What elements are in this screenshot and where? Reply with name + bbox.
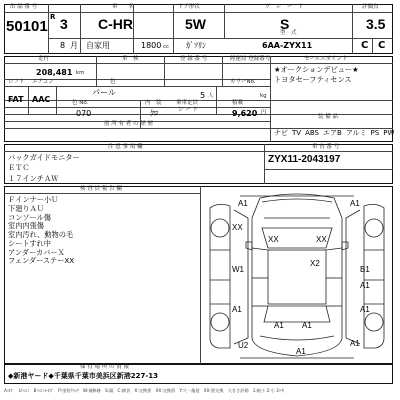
ac-label: エアコン: [32, 79, 54, 85]
notes-list: [8, 153, 80, 184]
notes-label: 注 意 事 項 欄: [108, 144, 143, 150]
registration-label: 登 録 番 号: [180, 56, 208, 62]
seat-label: シ ー ト: [178, 107, 198, 113]
inspector-line: 室内内張傷: [8, 221, 44, 231]
capacity-unit: 人: [208, 93, 214, 99]
equipment-item: ABS: [305, 129, 319, 137]
inspector-line: アンダーカバーＸ: [8, 247, 65, 257]
inspector-line: フェンダーステーXX: [8, 256, 75, 266]
aircon: AAC: [32, 95, 51, 104]
equipment-item: TV: [292, 129, 302, 137]
score-value: 3.5: [366, 16, 386, 32]
car-damage-diagram: [202, 188, 392, 362]
rear-window: [264, 306, 330, 322]
lot-number: 50101: [6, 18, 48, 35]
mileage-unit: km: [76, 70, 85, 76]
damage-mark: XX: [232, 223, 243, 232]
wheel-front-left: [211, 219, 229, 237]
history-label: 前 所 有 者 の 経 歴: [104, 121, 153, 127]
month-value: 8: [60, 41, 66, 50]
lot-label: 出 品 番 号: [10, 4, 38, 10]
sales-point-2: トヨタセーフティセンス: [274, 75, 352, 84]
location-label: 保 管 場 所 の 情 報: [80, 364, 129, 370]
exterior-score: C: [378, 40, 386, 51]
grade-value: S: [280, 16, 290, 32]
damage-mark: A1: [360, 281, 370, 290]
damage-mark: W1: [232, 265, 244, 274]
displacement: 1800: [141, 41, 162, 50]
equipment-item: ナビ: [274, 129, 288, 137]
doors-value: 5W: [185, 16, 206, 32]
damage-mark: A1: [350, 199, 360, 208]
mirror-right: [342, 242, 348, 250]
transmission: FAT: [8, 95, 24, 104]
color-label: 色: [110, 79, 116, 85]
equipment-list: [274, 130, 394, 137]
car-right-side-outline: [364, 204, 384, 348]
capacity-value: 5: [200, 91, 206, 100]
color-code-label: 色 No.: [72, 100, 89, 106]
grade-label: グ レ ー ド: [265, 4, 304, 10]
mileage-value: 208,481: [36, 68, 73, 77]
year-prefix: R: [50, 13, 56, 21]
damage-mark: A1: [238, 199, 248, 208]
inspector-line: Ｆインナー小Ｕ: [8, 195, 59, 204]
damage-mark: X2: [310, 259, 320, 268]
equipment-item: PS: [370, 129, 380, 137]
wheel-front-right: [365, 219, 383, 237]
color-value: パール: [92, 88, 116, 97]
inspector-label: 検 査 員 報 告 欄: [80, 186, 122, 192]
displacement-unit: cc: [163, 44, 170, 50]
damage-mark: A1: [232, 305, 242, 314]
wheel-rear-left: [211, 313, 229, 331]
damage-mark: A1: [360, 305, 370, 314]
equipment-item: アルミ: [345, 129, 367, 137]
type-value: 6AA-ZYX11: [262, 41, 313, 50]
model-name: C-HR: [98, 16, 133, 32]
mileage-label: 走行: [38, 56, 50, 62]
car-left-side-outline: [210, 204, 230, 348]
mirror-left: [246, 242, 252, 250]
inspection-label: 車 検: [122, 56, 139, 62]
interior-score: C: [361, 40, 369, 51]
recycle-value: 9,620: [232, 109, 258, 118]
fuel-value: ｶﾞｿﾘﾝ: [186, 41, 206, 50]
capacity-label: 乗車定員: [176, 100, 199, 106]
inspector-list: [8, 196, 74, 266]
shift-label: シフト: [8, 79, 25, 85]
load-unit: kg: [260, 93, 267, 99]
score-label: 評価点: [362, 4, 379, 10]
sales-point-label: セールスポイント: [304, 56, 348, 62]
damage-mark: XX: [268, 235, 279, 244]
chassis-label: 車 台 番 号: [312, 144, 340, 150]
recycle-unit: 円: [261, 110, 267, 116]
damage-mark: A1: [302, 321, 312, 330]
note-line: １７インチＡＷ: [8, 173, 59, 183]
doors-label: ドア形状: [178, 4, 200, 10]
location-value: ◆新港ヤード◆千葉県千葉市美浜区新港227-13: [8, 372, 159, 380]
interior-value: ｸﾛ: [150, 109, 158, 118]
equipment-item: エアB: [323, 129, 342, 137]
inspector-line: 室内汚れ、動物の毛: [8, 230, 74, 240]
legend-text: A:ｷｽﾞ U:ﾍｺﾐ B:ﾍｺﾐ+ｷｽﾞ P:塗装ｸﾗｯｸ W:補修跡 S:錆 C:腐食 X:交換要 XX:交換済 Y:穴・亀裂 XX:要交換 大きさ評価 1:極小 2:小 3:中: [4, 388, 285, 393]
damage-mark: A1: [350, 339, 360, 348]
damage-mark: XX: [316, 235, 327, 244]
color-code: 070: [76, 109, 92, 118]
registration-number-label: 陸運局 登録番号: [230, 56, 271, 62]
sales-point-1: ★オークションデビュー★: [274, 65, 359, 74]
damage-mark: B1: [360, 265, 370, 274]
inspector-line: 下廻りＡＵ: [8, 203, 44, 213]
chassis-number: ZYX11-2043197: [268, 154, 341, 165]
wheel-rear-right: [365, 313, 383, 331]
damage-mark: A1: [274, 321, 284, 330]
equipment-label: 装 備 品: [318, 114, 338, 120]
load-label: 積載: [232, 100, 244, 106]
damage-mark: U2: [238, 341, 249, 350]
note-line: ＥＴＣ: [8, 163, 30, 173]
use-type: 自家用: [86, 41, 110, 50]
year-value: 3: [60, 16, 68, 32]
note-line: バックガイドモニター: [8, 153, 80, 162]
equipment-item: PW: [383, 129, 395, 137]
inspector-line: シートすれ中: [8, 238, 51, 248]
model-label: 車 名: [112, 4, 135, 10]
damage-mark: A1: [296, 347, 306, 356]
month-unit: 月: [70, 41, 78, 50]
color-no-label: カラーNo.: [230, 79, 256, 85]
inspector-line: コンソール傷: [8, 212, 51, 222]
interior-label: 内 装: [145, 100, 162, 106]
type-label: 型 式: [280, 30, 297, 36]
